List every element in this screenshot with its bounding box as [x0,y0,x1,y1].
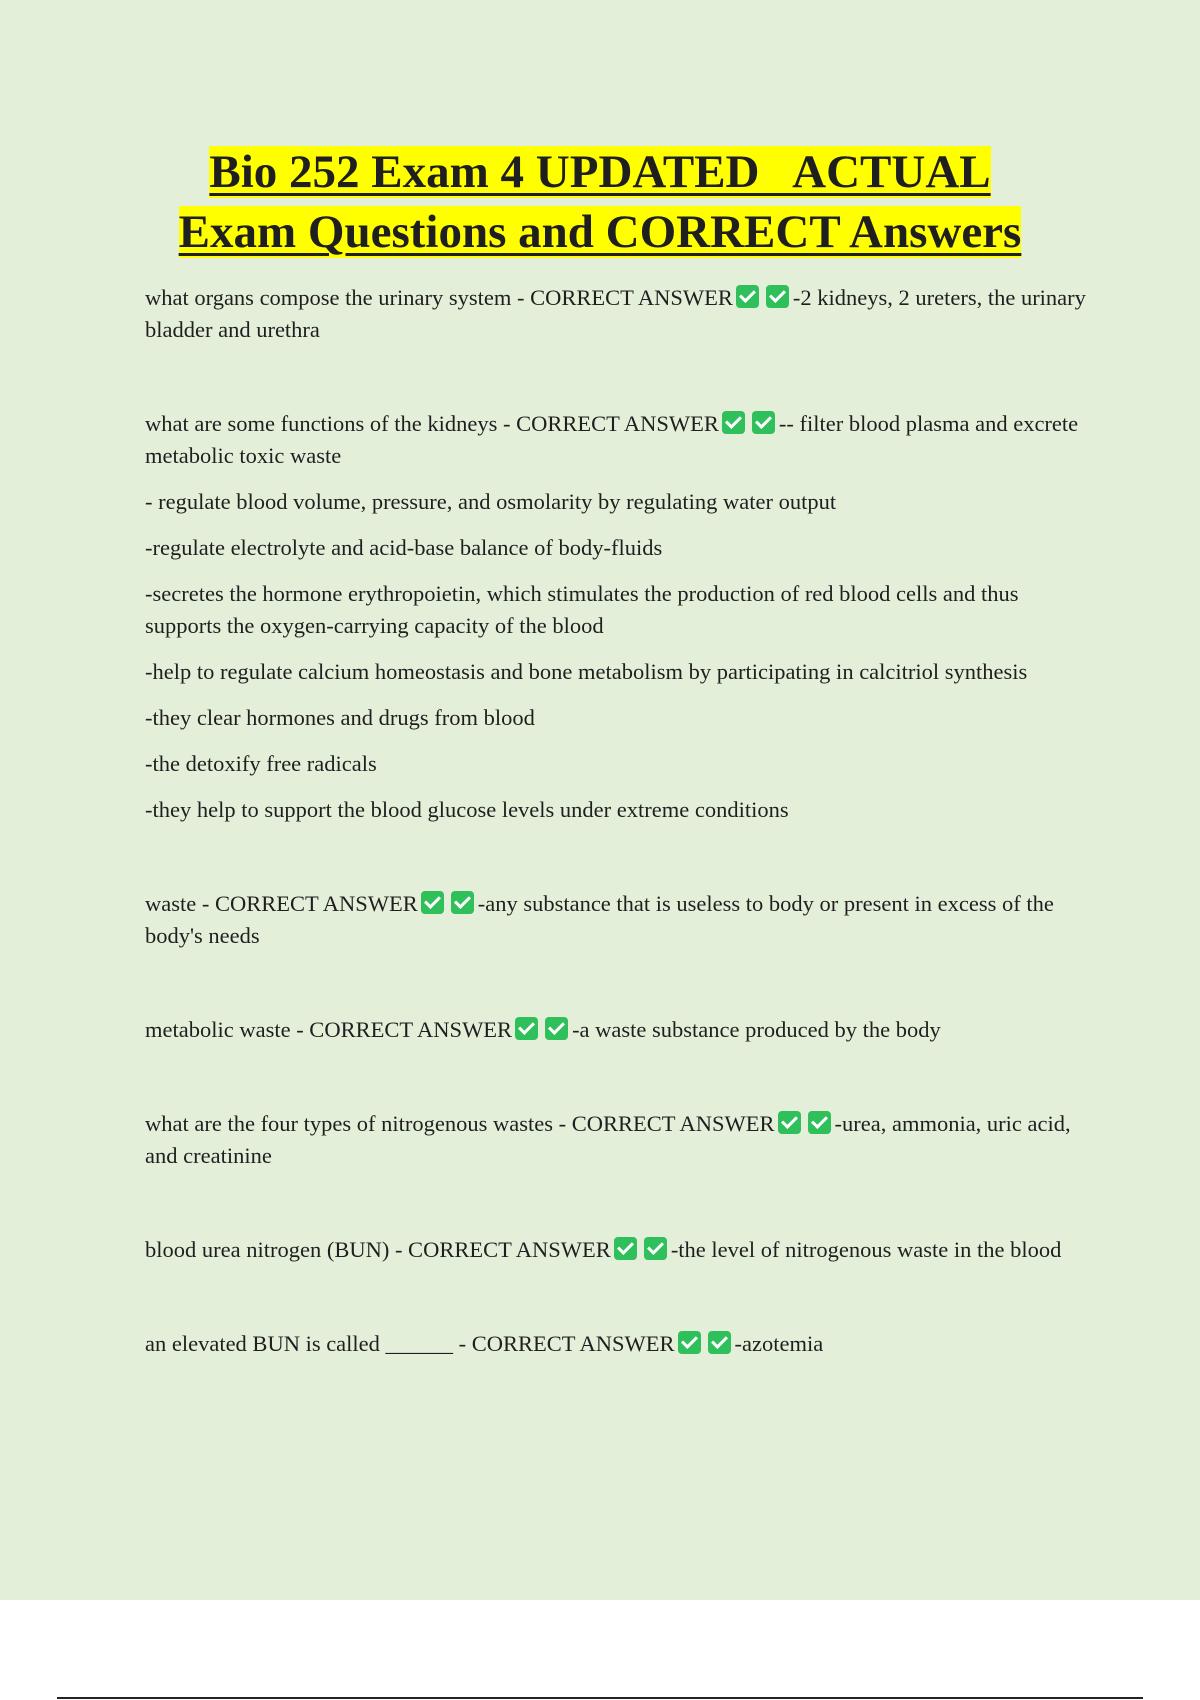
answer-list-item: -they clear hormones and drugs from blood [145,705,535,730]
check-mark-icon [515,1017,538,1040]
question-text: waste - CORRECT ANSWER [145,891,418,916]
check-mark-icon [766,285,789,308]
check-mark-icon [708,1331,731,1354]
check-mark-icon [421,891,444,914]
page-divider [57,1697,1143,1699]
answer-text: -2 kidneys, 2 ureters, the urinary bladder and urethra [145,285,1086,342]
answer-text: -a waste substance produced by the body [572,1017,941,1042]
check-mark-icon [678,1331,701,1354]
answer-list-item: -they help to support the blood glucose levels under extreme conditions [145,797,789,822]
qa-item [145,1234,1095,1266]
title-line-1: Bio 252 Exam 4 UPDATED ACTUAL [209,146,991,198]
qa-item [145,1108,1095,1172]
question-text: an elevated BUN is called ______ - CORRECT ANSWER [145,1331,675,1356]
check-mark-icon [752,411,775,434]
answer-text: -azotemia [734,1331,824,1356]
check-mark-icon [808,1111,831,1134]
qa-item [145,1328,1095,1360]
qa-item [145,408,1095,472]
check-mark-icon [545,1017,568,1040]
check-mark-icon [451,891,474,914]
answer-text: -urea, ammonia, uric acid, and creatinine [145,1111,1071,1168]
qa-item [145,282,1095,346]
qa-content [145,282,1095,1360]
check-mark-icon [722,411,745,434]
question-text: what are some functions of the kidneys - CORRECT ANSWER [145,411,719,436]
qa-item [145,1014,1095,1046]
answer-list-item: -help to regulate calcium homeostasis and bone metabolism by participating in calcitriol synthesis [145,659,1028,684]
answer-text: -any substance that is useless to body or present in excess of the body's needs [145,891,1054,948]
question-text: metabolic waste - CORRECT ANSWER [145,1017,513,1042]
answer-list-item: -regulate electrolyte and acid-base balance of body-fluids [145,535,663,560]
question-text: what organs compose the urinary system - CORRECT ANSWER [145,285,733,310]
answer-list-item: -the detoxify free radicals [145,751,377,776]
title-line-2: Exam Questions and CORRECT Answers [178,206,1022,258]
answer-text: -- filter blood plasma and excrete metabolic toxic waste [145,411,1079,468]
qa-item [145,888,1095,952]
answer-text: -the level of nitrogenous waste in the blood [670,1237,1062,1262]
answer-list-item: - regulate blood volume, pressure, and osmolarity by regulating water output [145,489,837,514]
document-title [100,142,1100,262]
check-mark-icon [736,285,759,308]
check-mark-icon [778,1111,801,1134]
check-mark-icon [614,1237,637,1260]
question-text: what are the four types of nitrogenous wastes - CORRECT ANSWER [145,1111,775,1136]
check-mark-icon [644,1237,667,1260]
question-text: blood urea nitrogen (BUN) - CORRECT ANSWER [145,1237,611,1262]
answer-list-item: -secretes the hormone erythropoietin, which stimulates the production of red blood cells and thus supports the oxygen-carrying capacity of the blood [145,581,1019,638]
